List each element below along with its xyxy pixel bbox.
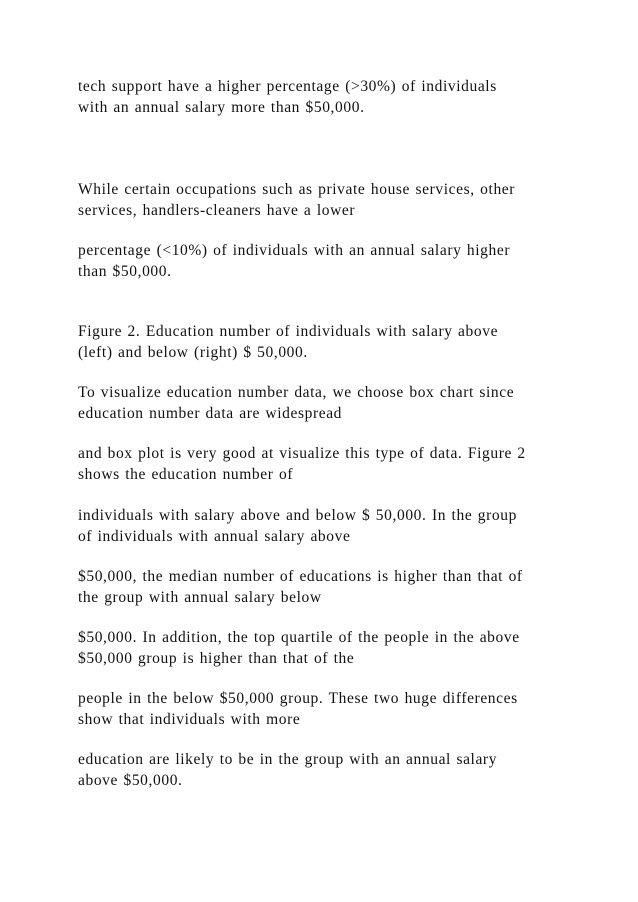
text-line: Figure 2. Education number of individuals with salary above [78, 323, 499, 340]
text-line: (left) and below (right) $ 50,000. [78, 344, 308, 361]
text-line: people in the below $50,000 group. These two huge differences [78, 690, 518, 707]
text-line: tech support have a higher percentage (>30%) of individuals [78, 78, 497, 95]
paragraph-7 [78, 505, 578, 547]
paragraph-10 [78, 688, 578, 730]
paragraph-1 [78, 76, 578, 118]
text-line: the group with annual salary below [78, 589, 322, 606]
text-line: shows the education number of [78, 466, 294, 483]
paragraph-3 [78, 240, 578, 282]
paragraph-5 [78, 382, 578, 424]
text-line: show that individuals with more [78, 711, 301, 728]
text-line: $50,000 group is higher than that of the [78, 650, 355, 667]
text-line: individuals with salary above and below $ 50,000. In the group [78, 507, 517, 524]
text-line: and box plot is very good at visualize this type of data. Figure 2 [78, 445, 526, 462]
text-line: services, handlers-cleaners have a lower [78, 202, 356, 219]
paragraph-11 [78, 749, 578, 791]
paragraph-6 [78, 443, 578, 485]
text-line: $50,000, the median number of educations is higher than that of [78, 568, 523, 585]
paragraph-8 [78, 566, 578, 608]
text-line: above $50,000. [78, 772, 183, 789]
text-line: education number data are widespread [78, 405, 343, 422]
text-line: While certain occupations such as private house services, other [78, 181, 516, 198]
paragraph-9 [78, 627, 578, 669]
figure-caption [78, 321, 578, 363]
text-line: of individuals with annual salary above [78, 528, 351, 545]
paragraph-2 [78, 179, 578, 221]
text-line: To visualize education number data, we choose box chart since [78, 384, 515, 401]
text-line: than $50,000. [78, 263, 172, 280]
text-line: $50,000. In addition, the top quartile of the people in the above [78, 629, 520, 646]
text-line: education are likely to be in the group with an annual salary [78, 751, 498, 768]
text-line: with an annual salary more than $50,000. [78, 99, 365, 116]
text-line: percentage (<10%) of individuals with an annual salary higher [78, 242, 511, 259]
